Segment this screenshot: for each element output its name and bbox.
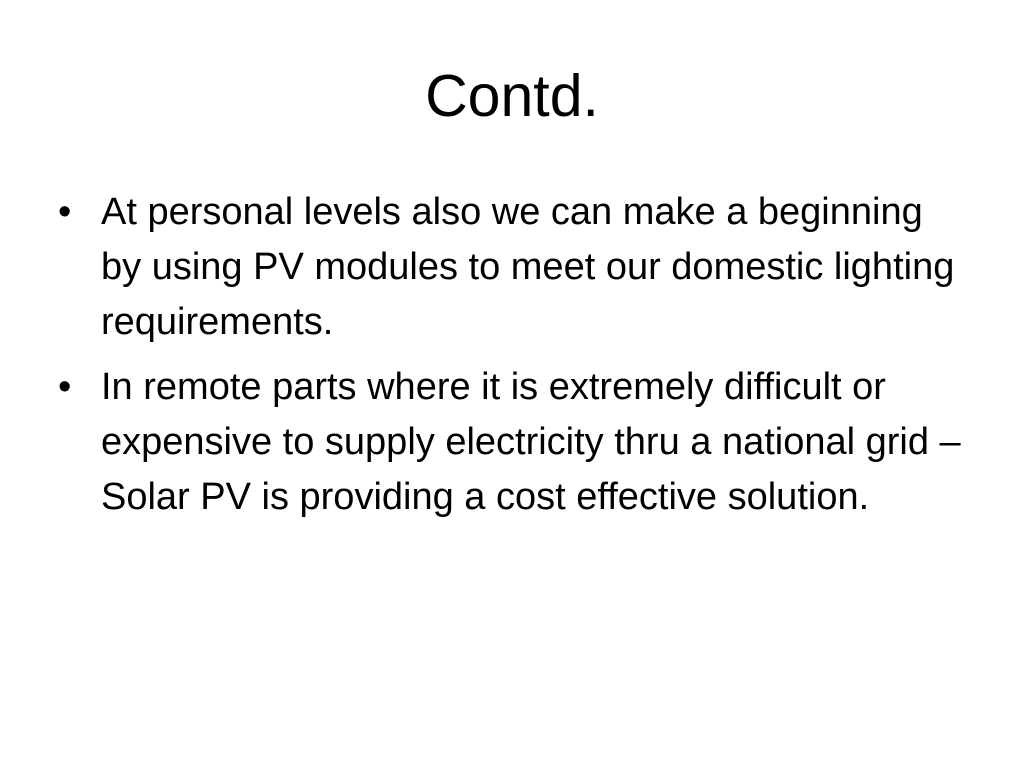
- bullet-text-1: At personal levels also we can make a beginning by using PV modules to meet our domestic lighting requirements.: [101, 191, 955, 343]
- bullet-text-2: In remote parts where it is extremely difficult or expensive to supply electricity thru a national grid – Solar PV is providing a cost effective solution.: [101, 366, 961, 518]
- bullet-item-1: [58, 185, 968, 350]
- bullet-icon: •: [58, 366, 72, 408]
- bullet-list: [58, 185, 968, 535]
- slide-title: Contd.: [425, 63, 599, 129]
- bullet-item-2: [58, 360, 968, 525]
- bullet-icon: •: [58, 191, 72, 233]
